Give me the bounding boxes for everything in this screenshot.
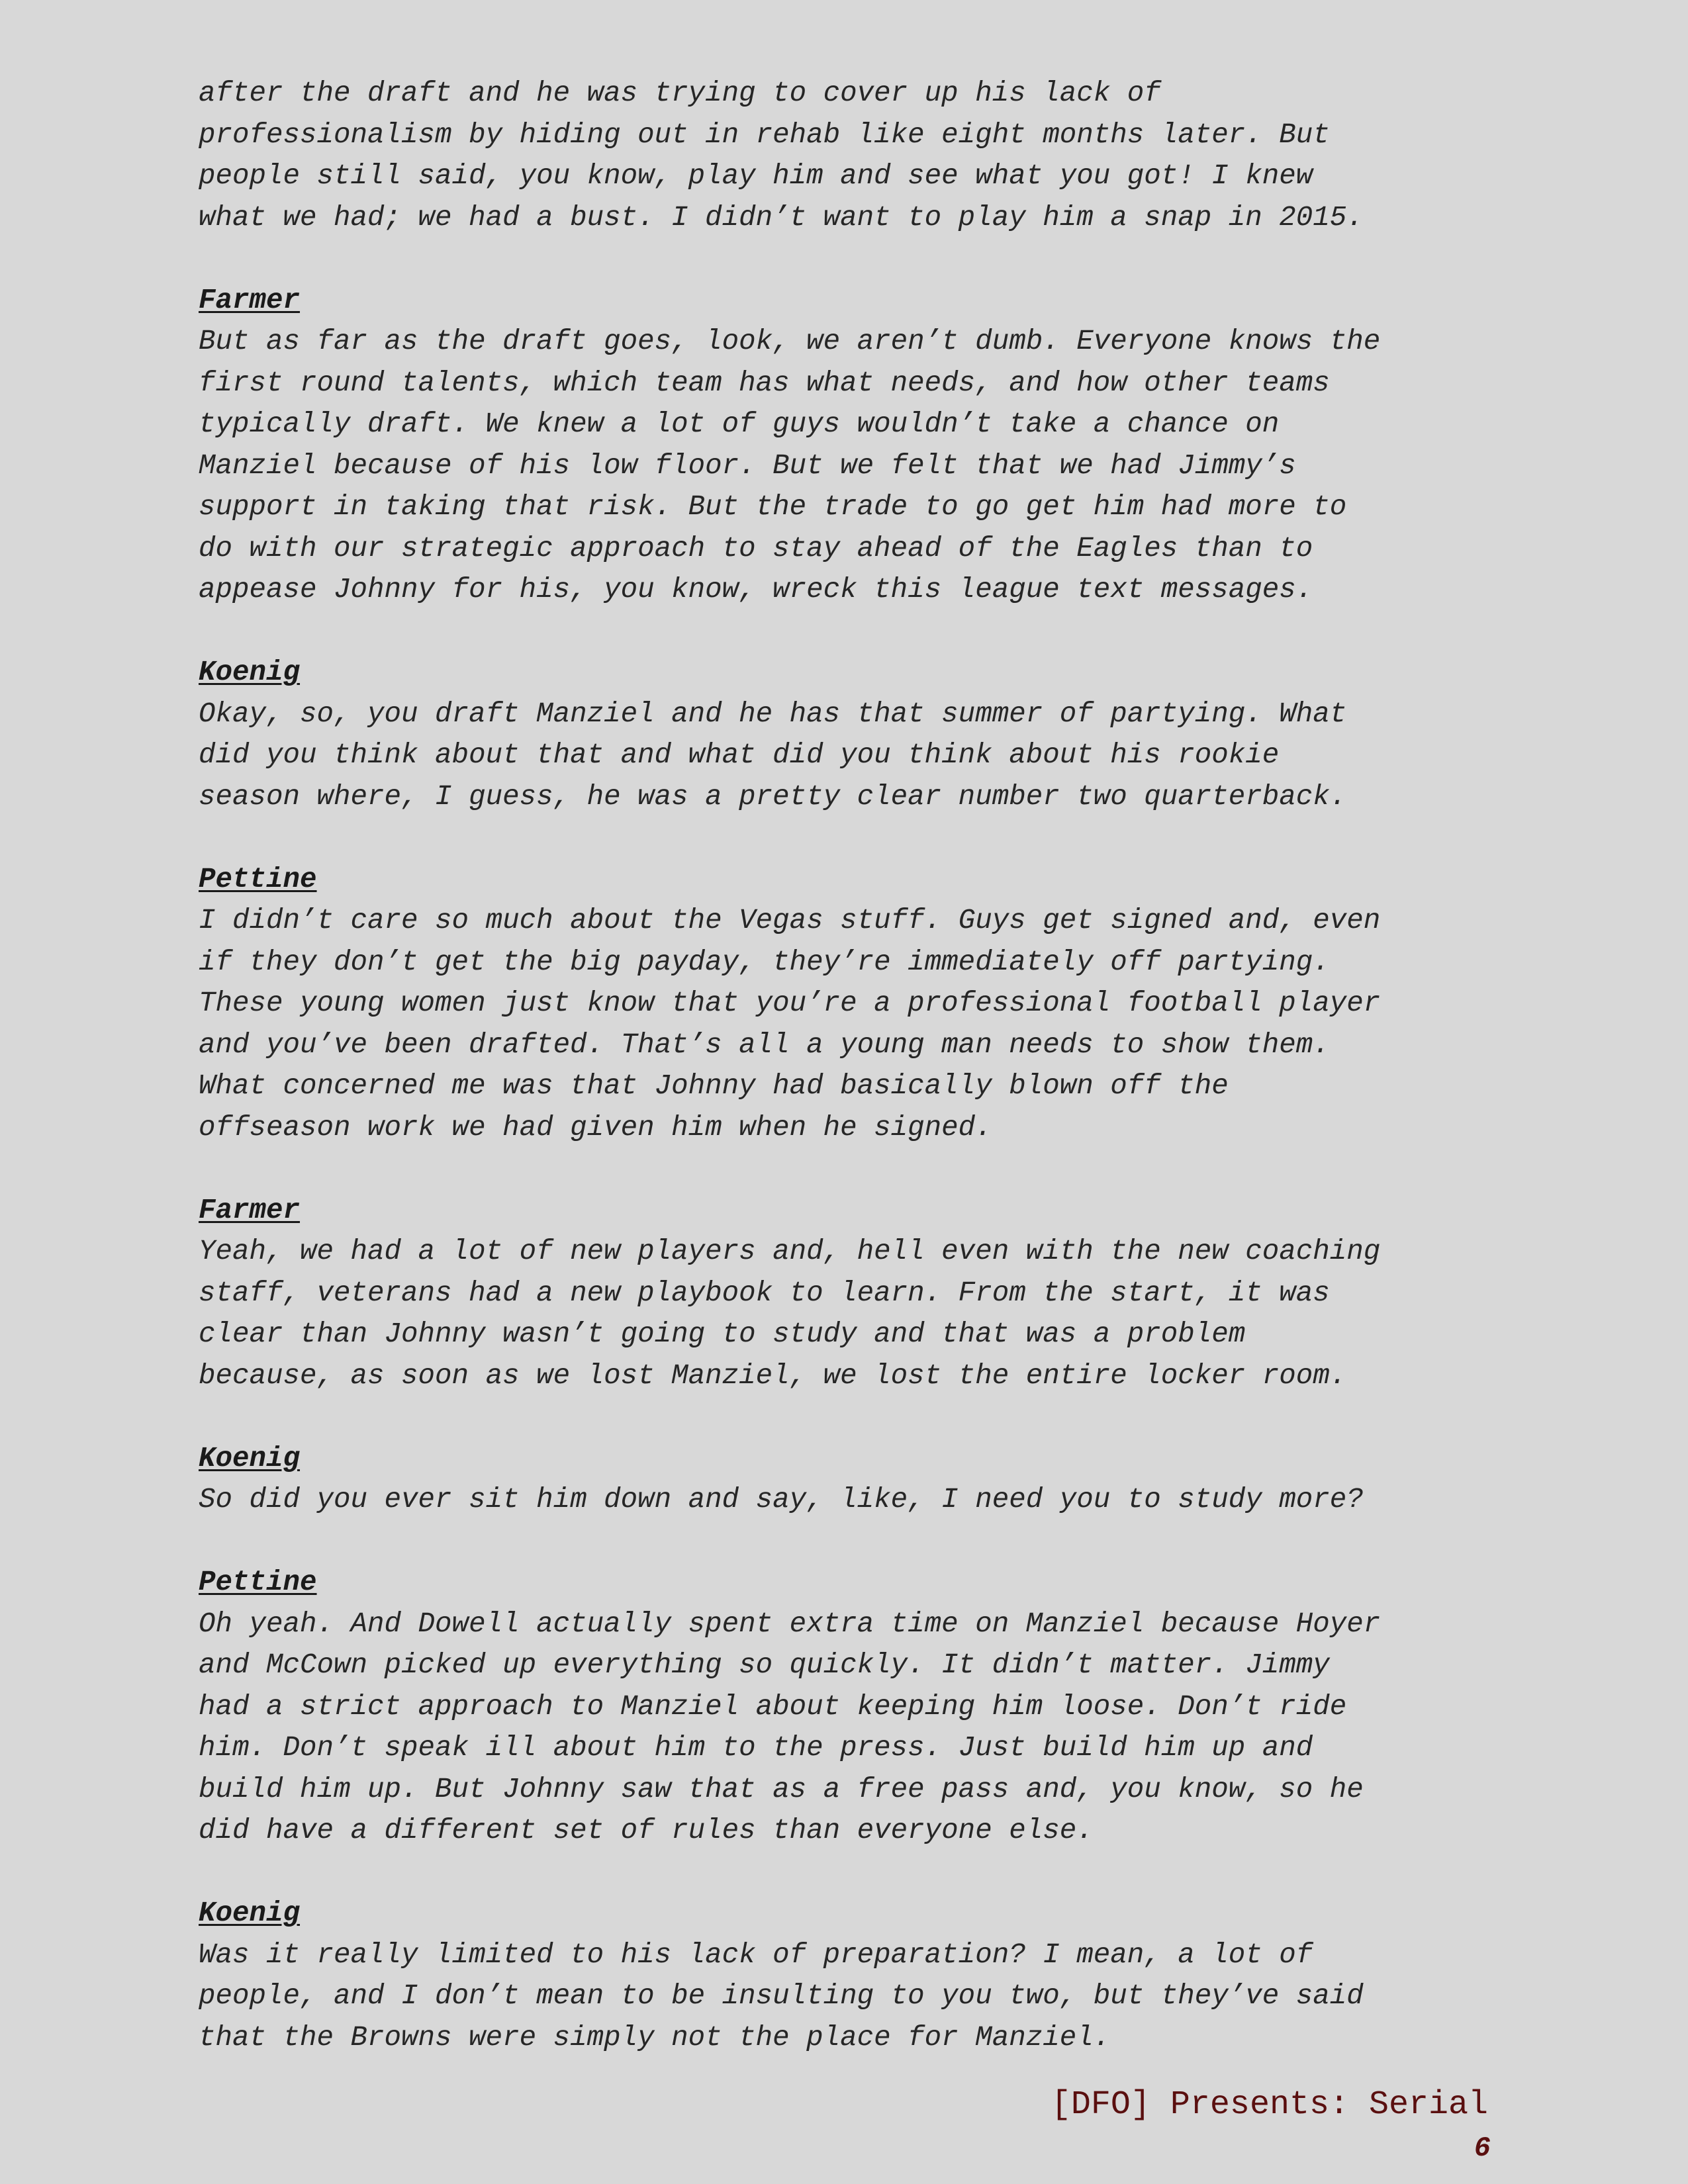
- transcript-block: [199, 1190, 1516, 1397]
- dialogue-text: Oh yeah. And Dowell actually spent extra time on Manziel because Hoyer and McCown picked up everything so quickly. It didn’t matter. Jimmy had a strict approach to Manziel about keeping him loose. Don’t ride him. Don’t speak ill about him to the press. Just build him up and build him up. But Johnny saw that as a free pass and, you know, so he did have a different set of rules than everyone else.: [199, 1608, 1381, 1846]
- transcript-page: [199, 73, 1516, 2100]
- page-number: 6: [1474, 2132, 1491, 2164]
- dialogue-text: So did you ever sit him down and say, like, I need you to study more?: [199, 1484, 1364, 1516]
- transcript-block: [199, 280, 1516, 611]
- dialogue-text: Okay, so, you draft Manziel and he has that summer of partying. What did you think about that and what did you think about his rookie season where, I guess, he was a pretty clear number two quarterback.: [199, 698, 1347, 813]
- dialogue-text: But as far as the draft goes, look, we aren’t dumb. Everyone knows the first round talents, which team has what needs, and how other teams typically draft. We knew a lot of guys wouldn’t take a chance on Manziel because of his low floor. But we felt that we had Jimmy’s support in taking that risk. But the trade to go get him had more to do with our strategic approach to stay ahead of the Eagles than to appease Johnny for his, you know, wreck this league text messages.: [199, 326, 1381, 606]
- speaker-name: Koenig: [199, 1442, 301, 1475]
- speaker-name: Pettine: [199, 1567, 317, 1598]
- speaker-name: Koenig: [199, 657, 301, 688]
- footer-title: [DFO] Presents: Serial: [1051, 2086, 1488, 2124]
- transcript-block: [199, 73, 1516, 238]
- transcript-block: [199, 1562, 1516, 1852]
- dialogue-text: after the draft and he was trying to cover up his lack of professionalism by hiding out in rehab like eight months later. But people still said, you know, play him and see what you got! I knew what we had; we had a bust. I didn’t want to play him a snap in 2015.: [199, 77, 1364, 234]
- speaker-name: Farmer: [199, 284, 301, 316]
- transcript-block: [199, 859, 1516, 1149]
- dialogue-text: Was it really limited to his lack of preparation? I mean, a lot of people, and I don’t mean to be insulting to you two, but they’ve said that the Browns were simply not the place for Manziel.: [199, 1938, 1364, 2054]
- speaker-name: Pettine: [199, 863, 317, 895]
- transcript-block: [199, 1893, 1516, 2058]
- transcript-block: [199, 652, 1516, 817]
- dialogue-text: Yeah, we had a lot of new players and, hell even with the new coaching staff, veterans had a new playbook to learn. From the start, it was clear than Johnny wasn’t going to study and that was a problem because, as soon as we lost Manziel, we lost the entire locker room.: [199, 1236, 1381, 1392]
- speaker-name: Farmer: [199, 1194, 301, 1226]
- dialogue-text: I didn’t care so much about the Vegas stuff. Guys get signed and, even if they don’t get the big payday, they’re immediately off partying. These young women just know that you’re a professional football player and you’ve been drafted. That’s all a young man needs to show them. What concerned me was that Johnny had basically blown off the offseason work we had given him when he signed.: [199, 905, 1381, 1144]
- speaker-name: Koenig: [199, 1897, 301, 1929]
- transcript-block: [199, 1438, 1516, 1521]
